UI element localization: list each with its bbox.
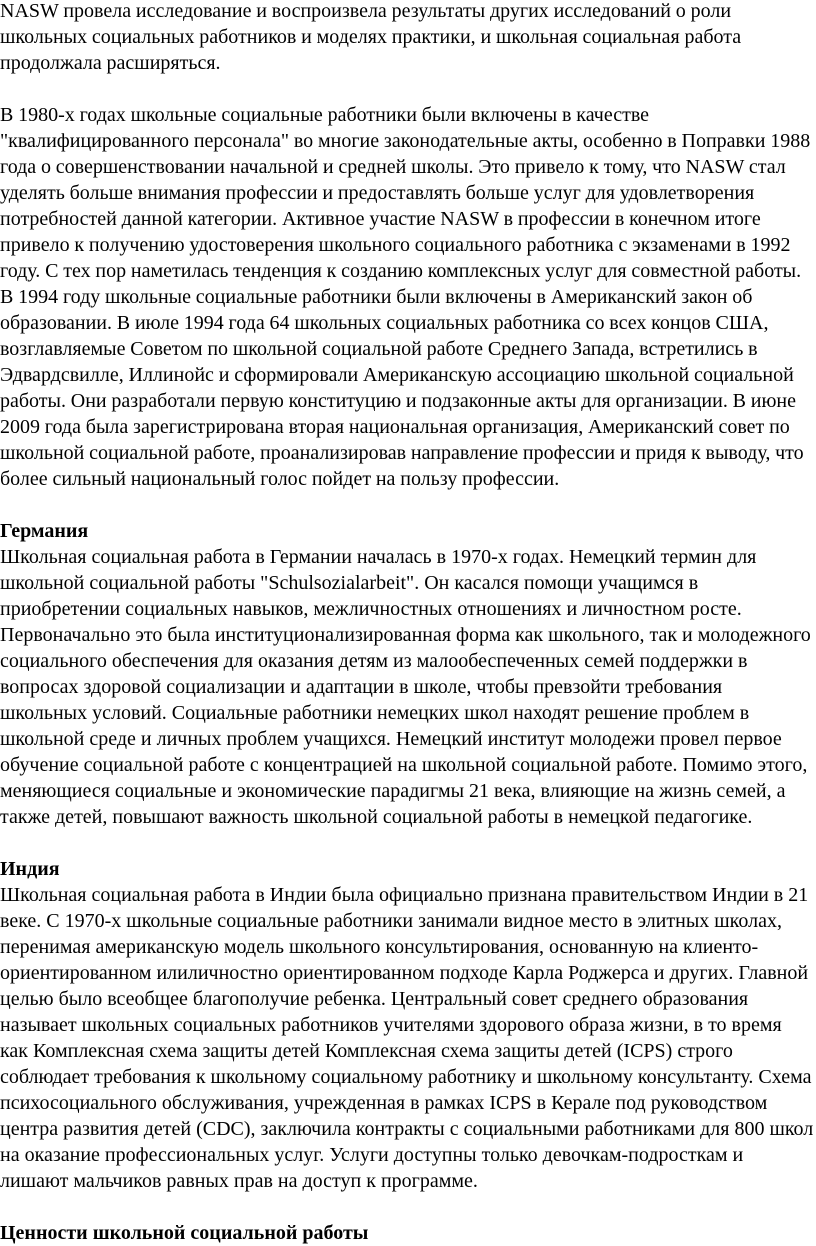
- paragraph-india: Школьная социальная работа в Индии была официально признана правительством Индии в 21 веке. С 1970-х школьные социальные работники занимали видное место в элитных школах, перенимая американскую модель школьного консультирования, основанную на клиенто-ориентированном илиличностно ориентированном подходе Карла Роджерса и других. Главной целью было всеобщее благополучие ребенка. Центральный совет среднего образования называет школьных социальных работников учителями здорового образа жизни, в то время как Комплексная схема защиты детей Комплексная схема защиты детей (ICPS) строго соблюдает требования к школьному социальному работнику и школьному консультанту. Схема психосоциального обслуживания, учрежденная в рамках ICPS в Керале под руководством центра развития детей (CDC), заключила контракты с социальными работниками для 800 школ на оказание профессиональных услуг. Услуги доступны только девочкам-подросткам и лишают мальчиков равных прав на доступ к программе.: [0, 884, 814, 1192]
- heading-germany: Германия: [0, 520, 89, 542]
- heading-values: Ценности школьной социальной работы: [0, 1222, 369, 1244]
- paragraph-1980s-history: В 1980-х годах школьные социальные работники были включены в качестве "квалифицированного персонала" во многие законодательные акты, особенно в Поправки 1988 года о совершенствовании начальной и средней школы. Это привело к тому, что NASW стал уделять больше внимания профессии и предоставлять больше услуг для удовлетворения потребностей данной категории. Активное участие NASW в профессии в конечном итоге привело к получению удостоверения школьного социального работника с экзаменами в 1992 году. С тех пор наметилась тенденция к созданию комплексных услуг для совместной работы. В 1994 году школьные социальные работники были включены в Американский закон об образовании. В июле 1994 года 64 школьных социальных работника со всех концов США, возглавляемые Советом по школьной социальной работе Среднего Запада, встретились в Эдвардсвилле, Иллинойс и сформировали Американскую ассоциацию школьной социальной работы. Они разработали первую конституцию и подзаконные акты для организации. В июне 2009 года была зарегистрирована вторая национальная организация, Американский совет по школьной социальной работе, проанализировав направление профессии и придя к выводу, что более сильный национальный голос пойдет на пользу профессии.: [0, 104, 811, 490]
- paragraph-germany: Школьная социальная работа в Германии началась в 1970-х годах. Немецкий термин для школьной социальной работы "Schulsozialarbeit". Он касался помощи учащимся в приобретении социальных навыков, межличностных отношениях и личностном росте. Первоначально это была институционализированная форма как школьного, так и молодежного социального обеспечения для оказания детям из малообеспеченных семей поддержки в вопросах здоровой социализации и адаптации в школе, чтобы превзойти требования школьных условий. Социальные работники немецких школ находят решение проблем в школьной среде и личных проблем учащихся. Немецкий институт молодежи провел первое обучение социальной работе с концентрацией на школьной социальной работе. Помимо этого, меняющиеся социальные и экономические парадигмы 21 века, влияющие на жизнь семей, а также детей, повышают важность школьной социальной работы в немецкой педагогике.: [0, 546, 811, 828]
- paragraph-nasw-research: NASW провела исследование и воспроизвела результаты других исследований о роли школьных социальных работников и моделях практики, и школьная социальная работа продолжала расширяться.: [0, 0, 742, 74]
- heading-india: Индия: [0, 858, 60, 880]
